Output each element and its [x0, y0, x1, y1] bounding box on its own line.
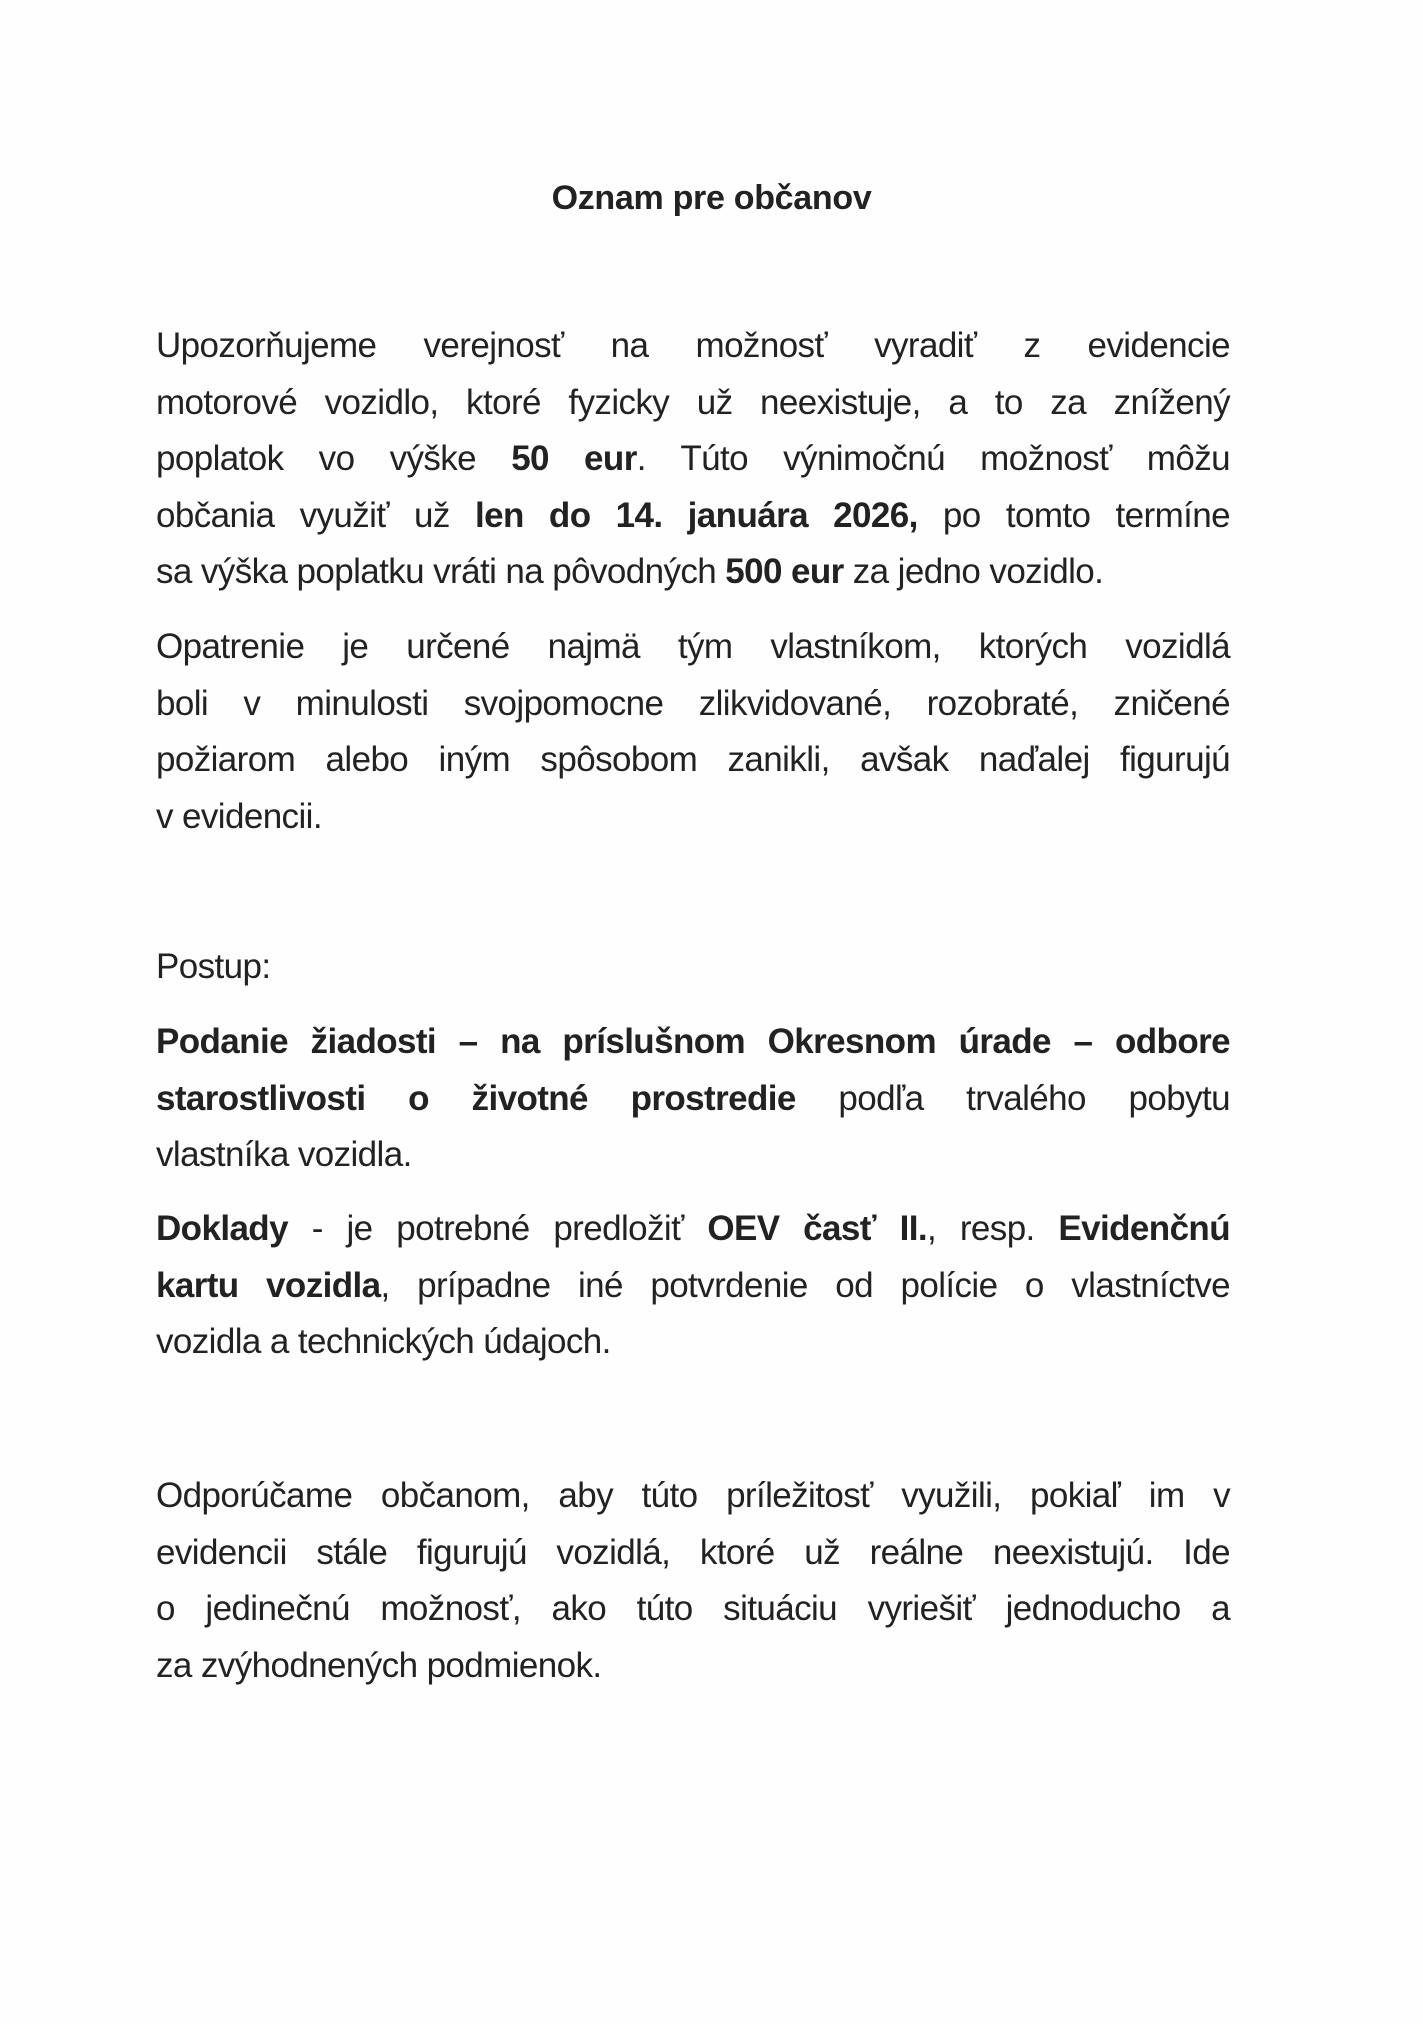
- paragraph-recommendation: [156, 1468, 1230, 1694]
- text: po tomto termíne: [917, 495, 1230, 535]
- paragraph-target-owners: [156, 619, 1230, 845]
- text-line: [156, 544, 1230, 601]
- text: Upozorňujeme verejnosť na možnosť vyradiť z evidencie: [156, 326, 1230, 365]
- text: motorové vozidlo, ktoré fyzicky už neexistuje, a to za znížený: [156, 382, 1230, 422]
- text: vozidla a technických údajoch.: [156, 1322, 611, 1361]
- text-line: [156, 1314, 1230, 1371]
- text: . Túto výnimočnú možnosť môžu: [636, 439, 1230, 478]
- text: - je potrebné predložiť: [287, 1209, 708, 1248]
- bold-text: 50 eur: [511, 439, 637, 478]
- text-line: [156, 1638, 1230, 1695]
- bold-text: 500 eur: [725, 552, 844, 591]
- paragraph-application: [156, 1014, 1230, 1184]
- bold-text: Podanie žiadosti – na príslušnom Okresnom úrade – odbore: [156, 1022, 1230, 1061]
- text-line: [156, 1201, 1230, 1258]
- text: evidencii stále figurujú vozidlá, ktoré už reálne neexistujú. Ide: [156, 1532, 1230, 1572]
- text: vlastníka vozidla.: [156, 1135, 412, 1174]
- text: o jedinečnú možnosť, ako túto situáciu vyriešiť jednoducho a: [156, 1589, 1230, 1628]
- text-line: [156, 1468, 1230, 1525]
- text: boli v minulosti svojpomocne zlikvidované, rozobraté, zničené: [156, 683, 1230, 723]
- text: občania využiť už: [156, 495, 475, 535]
- text: podľa trvalého pobytu: [795, 1078, 1231, 1118]
- text-line: [156, 375, 1230, 432]
- text-line: [156, 1258, 1230, 1315]
- text: v evidencii.: [156, 796, 322, 836]
- document-title: Oznam pre občanov: [551, 179, 872, 217]
- text-line: [156, 732, 1230, 789]
- text-line: [156, 939, 1230, 996]
- bold-text: OEV časť II.: [707, 1209, 928, 1248]
- text: Opatrenie je určené najmä tým vlastníkom, ktorých vozidlá: [156, 627, 1230, 666]
- text: za zvýhodnených podmienok.: [156, 1645, 602, 1685]
- text: sa výška poplatku vráti na pôvodných: [156, 552, 726, 591]
- text-line: [156, 619, 1230, 676]
- text-line: [156, 1525, 1230, 1582]
- bold-text: len do 14. januára 2026,: [474, 495, 918, 535]
- text-line: [156, 431, 1230, 488]
- text-line: [156, 1127, 1230, 1184]
- text: , prípadne iné potvrdenie od polície o vlastníctve: [380, 1265, 1230, 1305]
- text: požiarom alebo iným spôsobom zanikli, avšak naďalej figurujú: [156, 740, 1230, 779]
- text-line: [156, 488, 1230, 545]
- paragraph-intro: [156, 318, 1230, 601]
- text: Postup:: [156, 947, 271, 986]
- text: poplatok vo výške: [156, 439, 512, 478]
- text: , resp.: [927, 1209, 1059, 1248]
- text-line: [156, 1581, 1230, 1638]
- bold-text: Doklady: [156, 1209, 288, 1248]
- text-line: [156, 1014, 1230, 1071]
- text: za jedno vozidlo.: [843, 552, 1104, 591]
- text-line: [156, 318, 1230, 375]
- text-line: [156, 676, 1230, 733]
- paragraph-documents: [156, 1201, 1230, 1371]
- text-line: [156, 1071, 1230, 1128]
- text-line: [156, 789, 1230, 846]
- bold-text: Evidenčnú: [1058, 1209, 1230, 1248]
- bold-text: kartu vozidla: [156, 1265, 381, 1305]
- procedure-heading: [156, 939, 1230, 996]
- bold-text: starostlivosti o životné prostredie: [156, 1078, 796, 1118]
- text: Odporúčame občanom, aby túto príležitosť využili, pokiaľ im v: [156, 1476, 1230, 1515]
